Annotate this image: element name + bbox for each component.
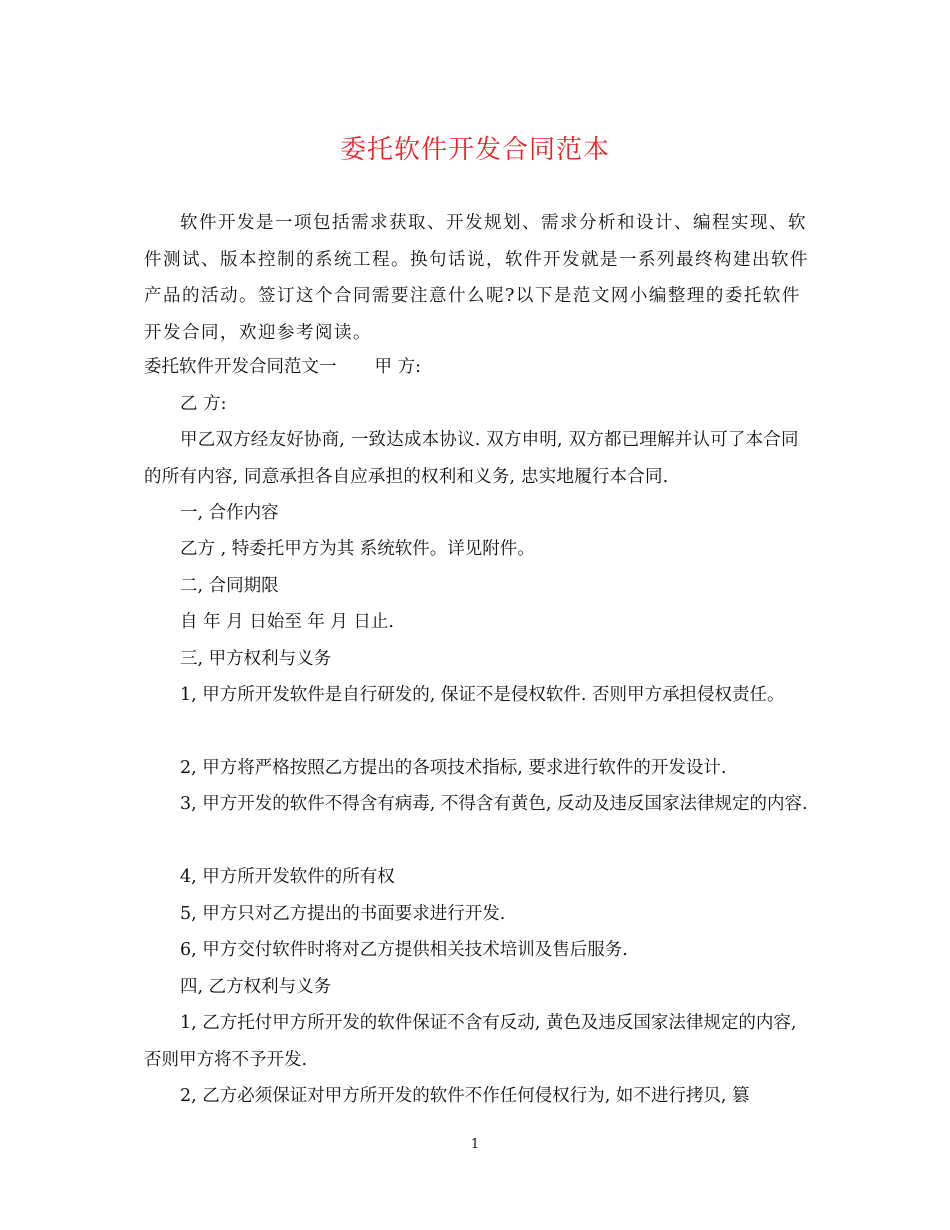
- section-1-text: 乙方 , 特委托甲方为其 系统软件。详见附件。: [180, 539, 535, 559]
- section-3-item-5: 5, 甲方只对乙方提出的书面要求进行开发.: [180, 904, 506, 924]
- party-b-label: 乙 方:: [180, 394, 227, 414]
- page-number: 1: [470, 1137, 480, 1152]
- section-3-item-6: 6, 甲方交付软件时将对乙方提供相关技术培训及售后服务.: [180, 940, 628, 960]
- section-3-item-2: 2, 甲方将严格按照乙方提出的各项技术指标, 要求进行软件的开发设计.: [180, 758, 727, 778]
- section-4-item-2: 2, 乙方必须保证对甲方所开发的软件不作任何侵权行为, 如不进行拷贝, 篡: [180, 1086, 750, 1106]
- section-1-title: 一, 合作内容: [180, 503, 279, 523]
- intro-paragraph: 软件开发是一项包括需求获取、开发规划、需求分析和设计、编程实现、软件测试、版本控制的系统工程。换句话说，软件开发就是一系列最终构建出软件产品的活动。签订这个合同需要注意什么呢?以下是范文网小编整理的委托软件开发合同，欢迎参考阅读。: [144, 213, 809, 343]
- section-2-title: 二, 合同期限: [180, 576, 279, 596]
- contract-heading-line: [144, 349, 812, 386]
- section-3-item-4: 4, 甲方所开发软件的所有权: [180, 867, 395, 887]
- section-3-title: 三, 甲方权利与义务: [180, 649, 332, 669]
- section-4-item-1: 1, 乙方托付甲方所开发的软件保证不含有反动, 黄色及违反国家法律规定的内容, 否则甲方将不予开发.: [144, 1013, 797, 1070]
- section-3-item-1: 1, 甲方所开发软件是自行研发的, 保证不是侵权软件. 否则甲方承担侵权责任。: [180, 685, 785, 705]
- document-title: 委托软件开发合同范本: [339, 135, 610, 165]
- section-4-title: 四, 乙方权利与义务: [180, 977, 332, 997]
- agreement-paragraph: 甲乙双方经友好协商, 一致达成本协议. 双方申明, 双方都已理解并认可了本合同的所有内容, 同意承担各自应承担的权利和义务, 忠实地履行本合同.: [144, 430, 799, 487]
- party-a-label: 甲 方:: [374, 357, 421, 377]
- section-3-item-3: 3, 甲方开发的软件不得含有病毒, 不得含有黄色, 反动及违反国家法律规定的内容.: [180, 794, 808, 814]
- section-2-text: 自 年 月 日始至 年 月 日止.: [180, 612, 394, 632]
- contract-subtitle: 委托软件开发合同范文一: [144, 357, 337, 377]
